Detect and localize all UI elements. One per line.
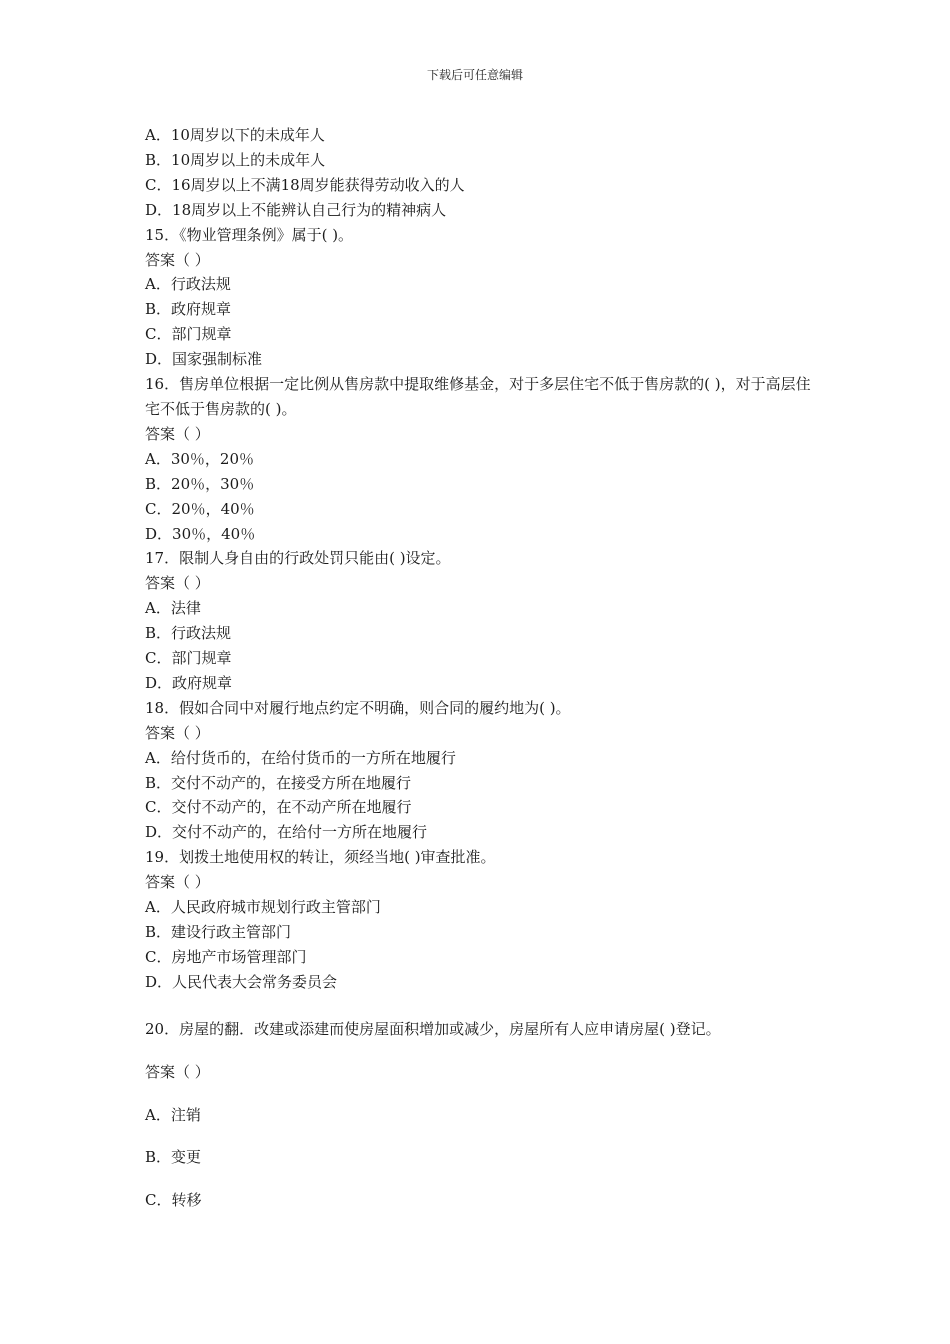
q17-option-c: C．部门规章 bbox=[145, 649, 232, 668]
q16-answer: 答案（ ） bbox=[145, 424, 210, 443]
q16-option-c: C．20％，40％ bbox=[145, 499, 255, 518]
q20-option-c: C．转移 bbox=[145, 1191, 202, 1210]
q15-option-d: D．国家强制标准 bbox=[145, 350, 263, 369]
q15-option-c: C．部门规章 bbox=[145, 325, 232, 344]
q15-question: 15．《物业管理条例》属于( )。 bbox=[145, 225, 354, 244]
q18-option-d: D．交付不动产的，在给付一方所在地履行 bbox=[145, 823, 428, 842]
q14-option-c: C．16周岁以上不满18周岁能获得劳动收入的人 bbox=[145, 175, 465, 194]
q19-option-d: D．人民代表大会常务委员会 bbox=[145, 972, 338, 991]
q14-option-a: A．10周岁以下的未成年人 bbox=[145, 126, 325, 144]
q18-option-b: B．交付不动产的，在接受方所在地履行 bbox=[145, 773, 412, 792]
q19-answer: 答案（ ） bbox=[145, 873, 210, 892]
q16-option-a: A．30％，20％ bbox=[145, 449, 255, 468]
q19-option-a: A．人民政府城市规划行政主管部门 bbox=[145, 898, 381, 917]
q19-question: 19．划拨土地使用权的转让，须经当地( )审查批准。 bbox=[145, 848, 496, 867]
q18-answer: 答案（ ） bbox=[145, 723, 210, 742]
q15-option-a: A．行政法规 bbox=[145, 275, 231, 294]
q19-option-c: C．房地产市场管理部门 bbox=[145, 947, 307, 966]
q14-option-b: B．10周岁以上的未成年人 bbox=[145, 150, 326, 169]
document-body bbox=[145, 123, 815, 1213]
q20-option-a: A．注销 bbox=[145, 1105, 201, 1124]
q20-question: 20．房屋的翻．改建或添建而使房屋面积增加或减少，房屋所有人应申请房屋( )登记。 bbox=[145, 1019, 721, 1038]
q16-question: 16．售房单位根据一定比例从售房款中提取维修基金，对于多层住宅不低于售房款的( )，对于高层住宅不低于售房款的( )。 bbox=[145, 375, 811, 418]
q18-question: 18．假如合同中对履行地点约定不明确，则合同的履约地为( )。 bbox=[145, 698, 571, 717]
q16-option-d: D．30％，40％ bbox=[145, 524, 256, 543]
q18-option-c: C．交付不动产的，在不动产所在地履行 bbox=[145, 798, 412, 817]
q17-option-d: D．政府规章 bbox=[145, 673, 233, 692]
q16-option-b: B．20％，30％ bbox=[145, 474, 255, 493]
page-header: 下载后可任意编辑 bbox=[426, 68, 523, 82]
q14-option-d: D．18周岁以上不能辨认自己行为的精神病人 bbox=[145, 200, 447, 219]
q19-option-b: B．建设行政主管部门 bbox=[145, 923, 292, 941]
q15-answer: 答案（ ） bbox=[145, 250, 210, 269]
q17-question: 17．限制人身自由的行政处罚只能由( )设定。 bbox=[145, 549, 451, 568]
q15-option-b: B．政府规章 bbox=[145, 300, 232, 319]
q17-option-b: B．行政法规 bbox=[145, 624, 232, 643]
q20-answer: 答案（ ） bbox=[145, 1062, 210, 1081]
q17-option-a: A．法律 bbox=[145, 599, 201, 618]
q18-option-a: A．给付货币的，在给付货币的一方所在地履行 bbox=[145, 748, 456, 767]
q17-answer: 答案（ ） bbox=[145, 574, 210, 593]
q20-option-b: B．变更 bbox=[145, 1148, 202, 1167]
